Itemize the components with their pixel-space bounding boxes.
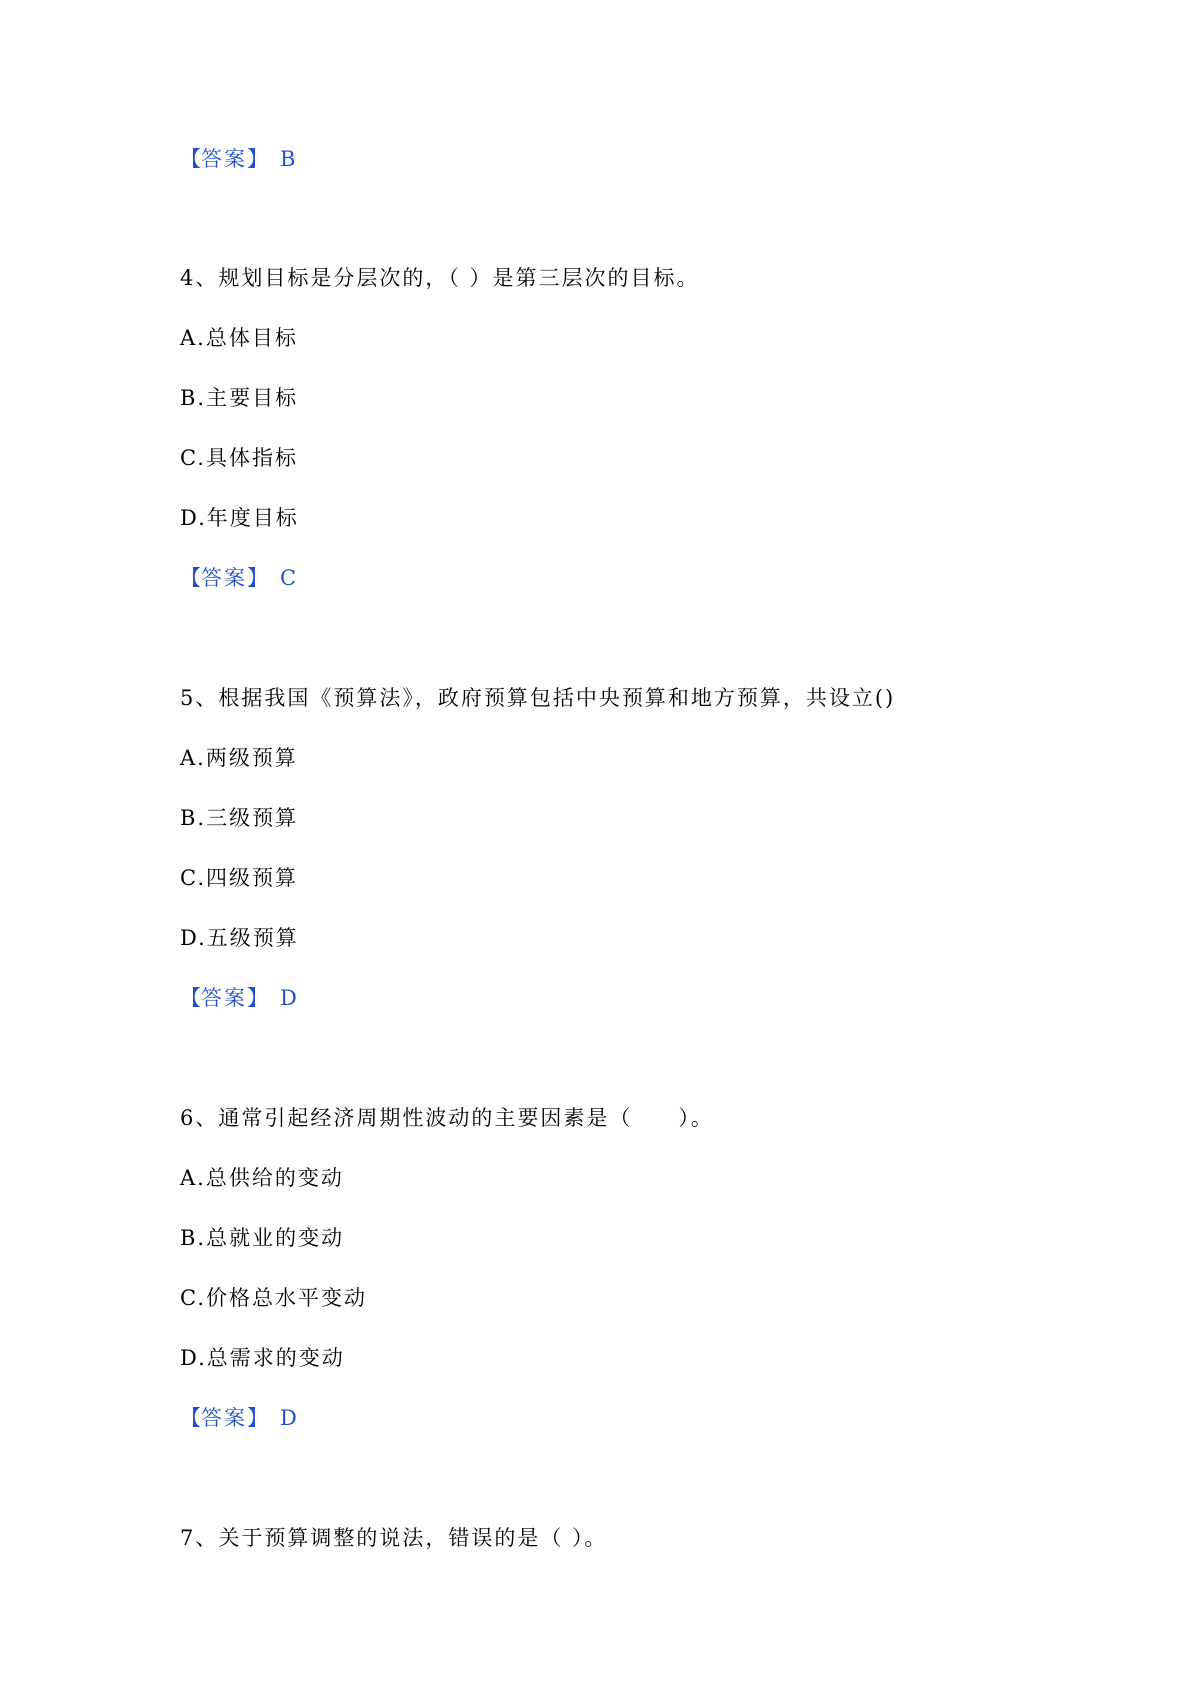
option-b: B.总就业的变动: [180, 1226, 345, 1250]
option-b: B.主要目标: [180, 386, 299, 410]
answer-label: 答案: [201, 986, 247, 1010]
option-a: A.总供给的变动: [180, 1166, 344, 1190]
option-c: C.价格总水平变动: [180, 1286, 367, 1310]
answer-bracket-close: 】: [247, 147, 268, 171]
answer-letter: C: [280, 566, 297, 590]
answer-line: [180, 983, 297, 1013]
answer-line: [180, 144, 295, 174]
answer-label: 答案: [201, 147, 247, 171]
answer-letter: B: [280, 147, 296, 171]
answer-bracket-close: 】: [247, 986, 268, 1010]
answer-bracket-close: 】: [247, 566, 268, 590]
option-a: A.总体目标: [180, 326, 298, 350]
question-stem: 5、根据我国《预算法》，政府预算包括中央预算和地方预算，共设立(): [180, 686, 896, 710]
answer-bracket-open: 【: [180, 147, 201, 171]
option-c: C.具体指标: [180, 446, 298, 470]
answer-label: 答案: [201, 566, 247, 590]
answer-bracket-close: 】: [247, 1406, 268, 1430]
answer-label: 答案: [201, 1406, 247, 1430]
option-a: A.两级预算: [180, 746, 298, 770]
option-d: D.五级预算: [180, 926, 299, 950]
question-stem: 4、规划目标是分层次的，（ ）是第三层次的目标。: [180, 266, 700, 290]
answer-line: [180, 563, 296, 593]
answer-bracket-open: 【: [180, 1406, 201, 1430]
answer-bracket-open: 【: [180, 566, 201, 590]
answer-bracket-open: 【: [180, 986, 201, 1010]
answer-letter: D: [280, 1406, 297, 1430]
option-b: B.三级预算: [180, 806, 299, 830]
question-stem: 6、通常引起经济周期性波动的主要因素是（ ）。: [180, 1106, 714, 1130]
answer-line: [180, 1403, 297, 1433]
option-d: D.总需求的变动: [180, 1346, 345, 1370]
option-c: C.四级预算: [180, 866, 298, 890]
question-stem: 7、关于预算调整的说法，错误的是（ ）。: [180, 1526, 608, 1550]
answer-letter: D: [280, 986, 297, 1010]
option-d: D.年度目标: [180, 506, 299, 530]
